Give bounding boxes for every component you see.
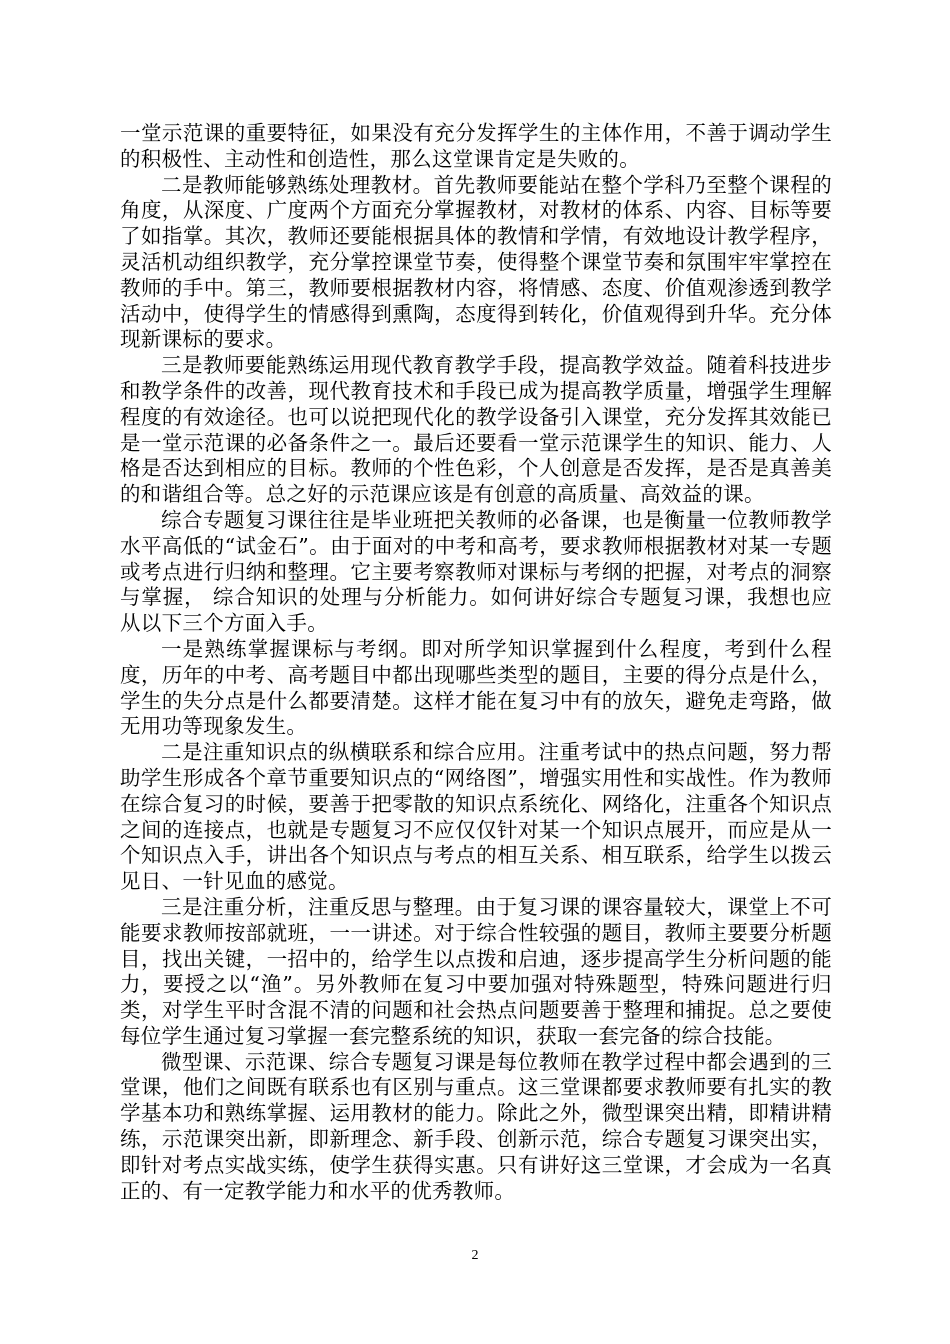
- paragraph: 三是注重分析，注重反思与整理。由于复习课的课容量较大，课堂上不可能要求教师按部就班，一一讲述。对于综合性较强的题目，教师主要要分析题目，找出关键，一招中的，给学生以点拨和启迪，逐步提高学生分析问题的能力，要授之以“渔”。另外教师在复习中要加强对特殊题型，特殊问题进行归类，对学生平时含混不清的问题和社会热点问题要善于整理和捕捉。总之要使每位学生通过复习掌握一套完整系统的知识，获取一套完备的综合技能。: [120, 894, 832, 1048]
- paragraph: 综合专题复习课往往是毕业班把关教师的必备课，也是衡量一位教师教学水平高低的“试金石”。由于面对的中考和高考，要求教师根据教材对某一专题或考点进行归纳和整理。它主要考察教师对课标与考纲的把握，对考点的洞察与掌握， 综合知识的处理与分析能力。如何讲好综合专题复习课，我想也应从以下三个方面入手。: [120, 507, 832, 636]
- paragraph: 一是熟练掌握课标与考纲。即对所学知识掌握到什么程度，考到什么程度，历年的中考、高考题目中都出现哪些类型的题目，主要的得分点是什么，学生的失分点是什么都要清楚。这样才能在复习中有的放矢，避免走弯路，做无用功等现象发生。: [120, 636, 832, 739]
- paragraph: 二是教师能够熟练处理教材。首先教师要能站在整个学科乃至整个课程的角度，从深度、广度两个方面充分掌握教材，对教材的体系、内容、目标等要了如指掌。其次，教师还要能根据具体的教情和学情，有效地设计教学程序，灵活机动组织教学，充分掌控课堂节奏，使得整个课堂节奏和氛围牢牢掌控在教师的手中。第三，教师要根据教材内容，将情感、态度、价值观渗透到教学活动中，使得学生的情感得到熏陶，态度得到转化，价值观得到升华。充分体现新课标的要求。: [120, 172, 832, 352]
- paragraph: 微型课、示范课、综合专题复习课是每位教师在教学过程中都会遇到的三堂课，他们之间既有联系也有区别与重点。这三堂课都要求教师要有扎实的教学基本功和熟练掌握、运用教材的能力。除此之外，微型课突出精，即精讲精练，示范课突出新，即新理念、新手段、创新示范，综合专题复习课突出实，即针对考点实战实练，使学生获得实惠。只有讲好这三堂课，才会成为一名真正的、有一定教学能力和水平的优秀教师。: [120, 1049, 832, 1203]
- paragraph: 二是注重知识点的纵横联系和综合应用。注重考试中的热点问题，努力帮助学生形成各个章节重要知识点的“网络图”，增强实用性和实战性。作为教师在综合复习的时候，要善于把零散的知识点系统化、网络化，注重各个知识点之间的连接点，也就是专题复习不应仅仅针对某一个知识点展开，而应是从一个知识点入手，讲出各个知识点与考点的相互关系、相互联系，给学生以拨云见日、一针见血的感觉。: [120, 740, 832, 894]
- paragraph: 一堂示范课的重要特征，如果没有充分发挥学生的主体作用，不善于调动学生的积极性、主动性和创造性，那么这堂课肯定是失败的。: [120, 121, 832, 171]
- paragraph: 三是教师要能熟练运用现代教育教学手段，提高教学效益。随着科技进步和教学条件的改善，现代教育技术和手段已成为提高教学质量，增强学生理解程度的有效途径。也可以说把现代化的教学设备引入课堂，充分发挥其效能已是一堂示范课的必备条件之一。最后还要看一堂示范课学生的知识、能力、人格是否达到相应的目标。教师的个性色彩，个人创意是否发挥，是否是真善美的和谐组合等。总之好的示范课应该是有创意的高质量、高效益的课。: [120, 353, 832, 507]
- document-body: [120, 121, 832, 1204]
- page-number: 2: [471, 1248, 479, 1263]
